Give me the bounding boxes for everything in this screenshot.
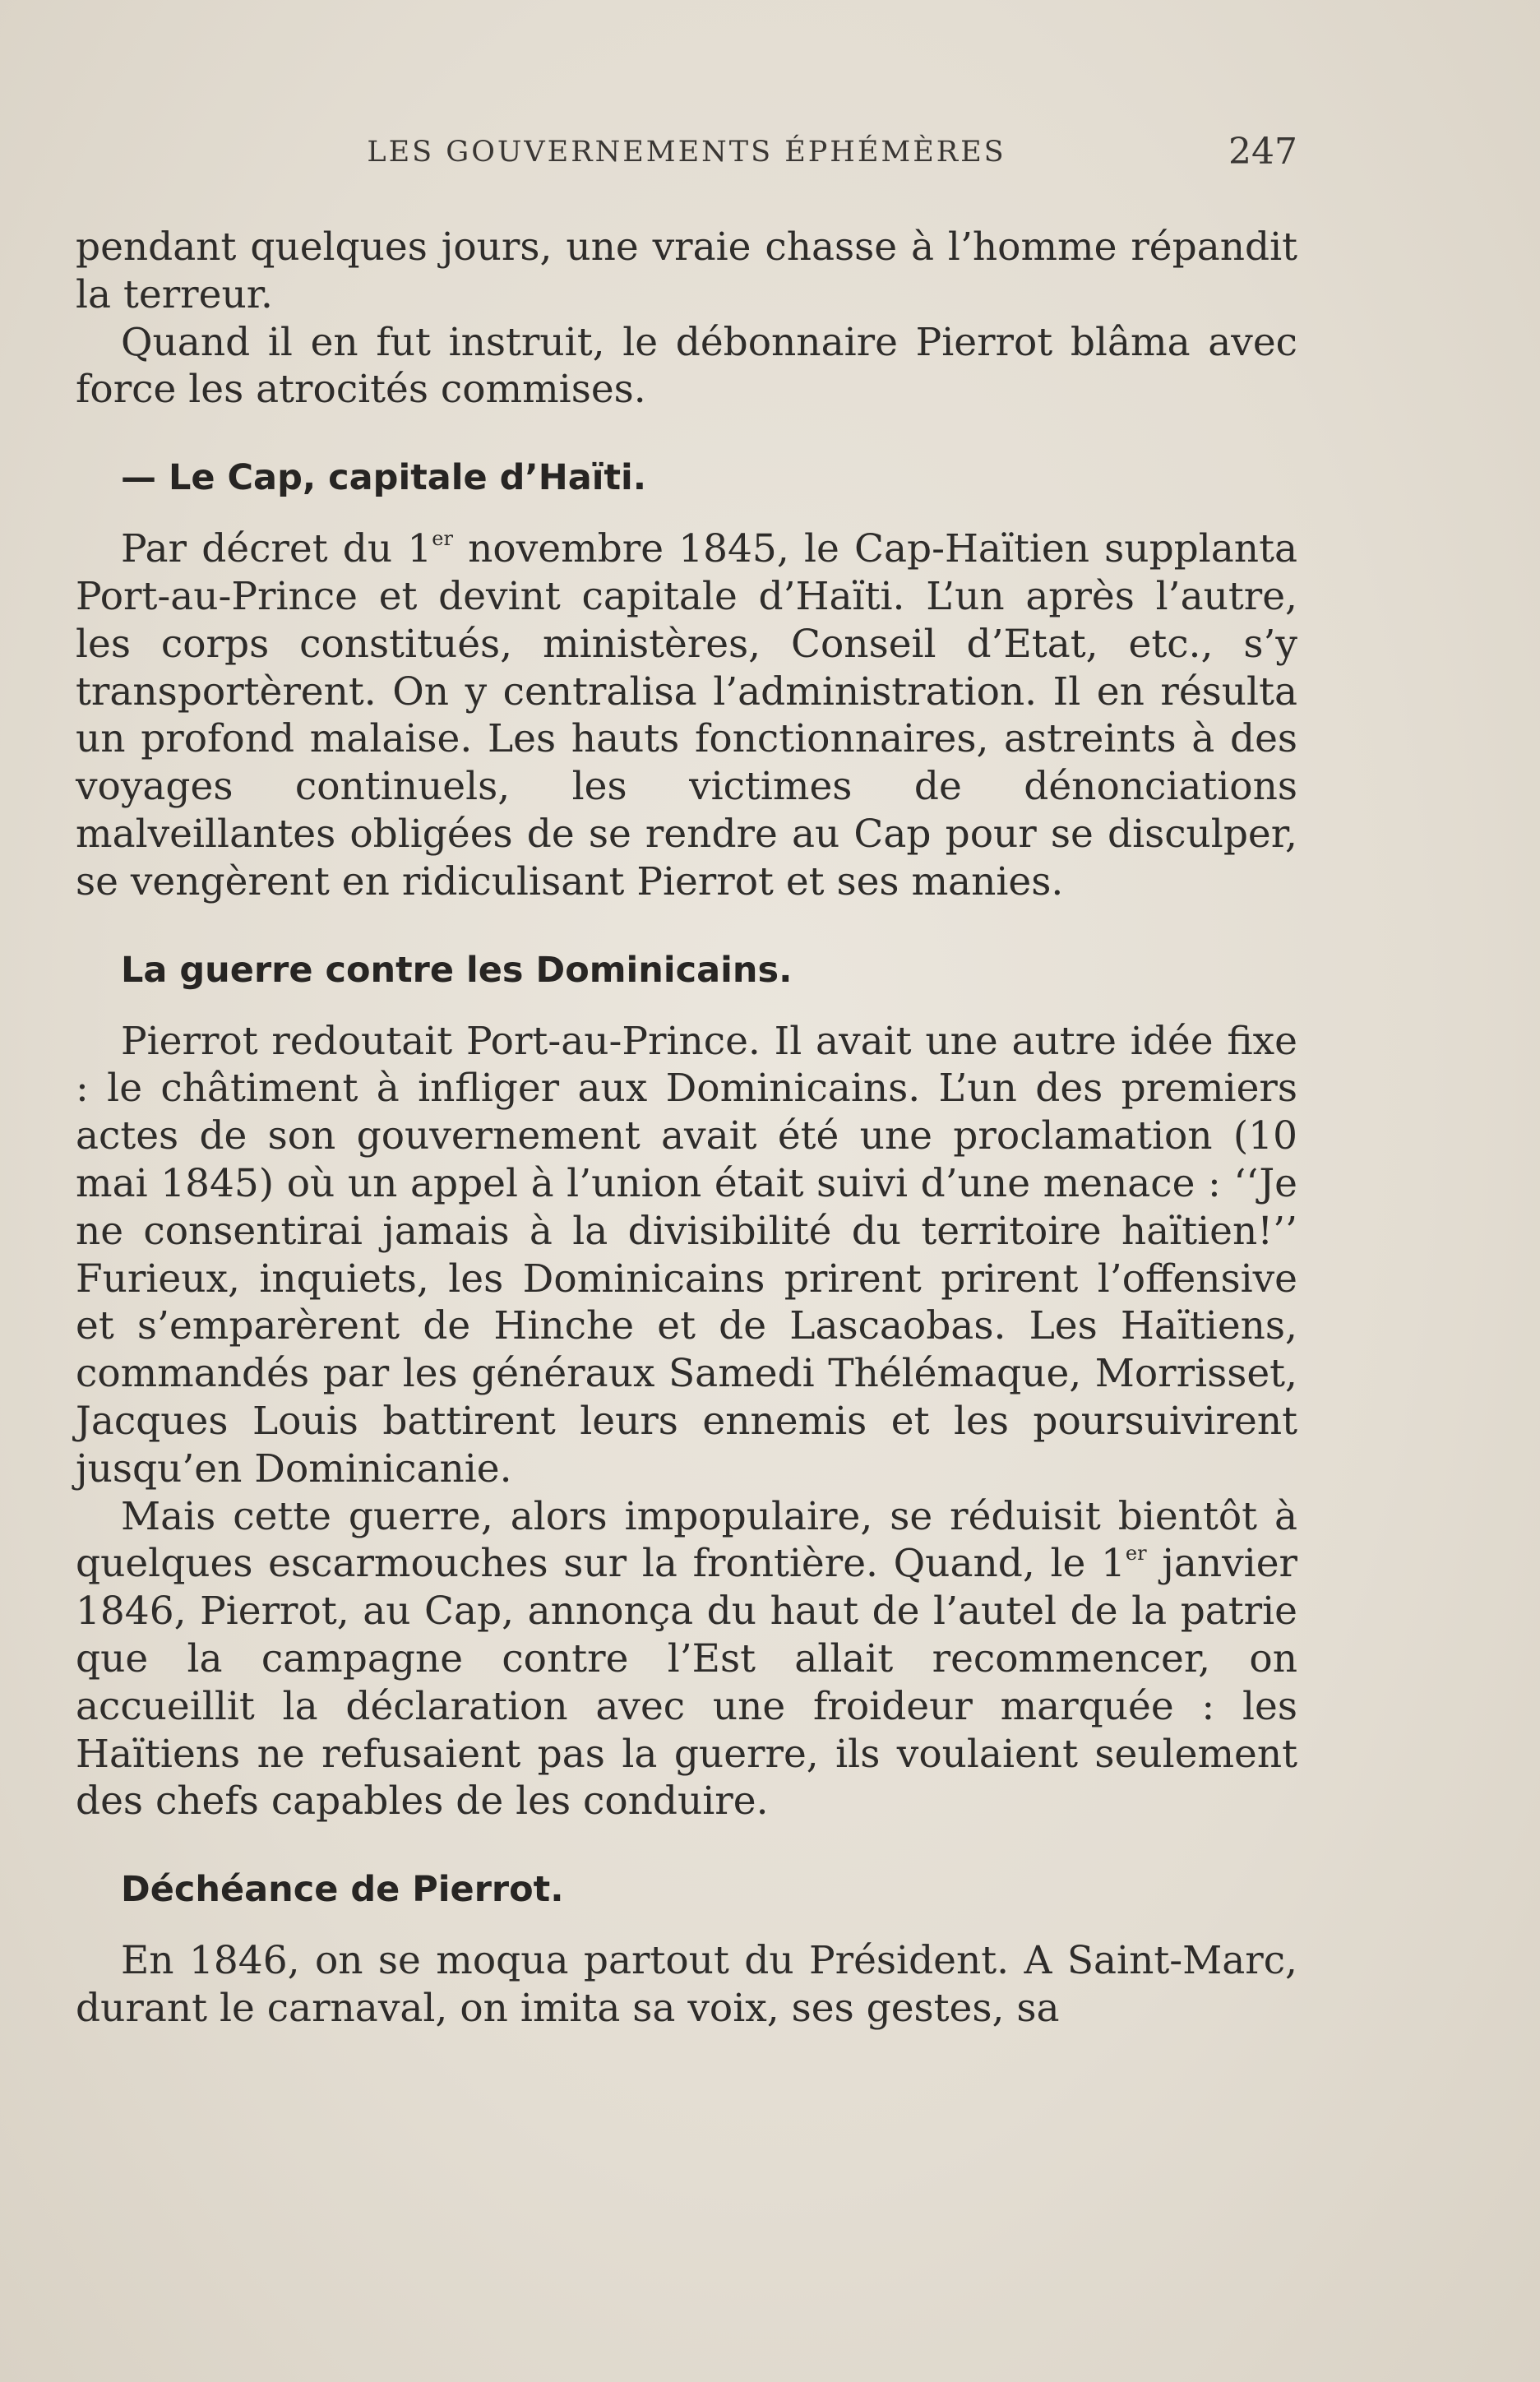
- paragraph-4: Pierrot redoutait Port-au-Prince. Il avait une autre idée fixe : le châtiment à infliger aux Dominicains. L’un des premiers actes de son gouvernement avait été une proclamation (10 mai 1845) où un appel à l’union était suivi d’une menace : ‘‘Je ne consentirai jamais à la divisibilité du territoire haïtien!’’ Furieux, inquiets, les Dominicains prirent prirent l’offensive et s’emparèrent de Hinche et de Lascaobas. Les Haïtiens, commandés par les généraux Samedi Thélémaque, Morrisset, Jacques Louis battirent leurs ennemis et les poursuivirent jusqu’en Dominicanie.: [76, 1018, 1297, 1492]
- ordinal-superscript: er: [432, 527, 453, 551]
- paragraph-2: Quand il en fut instruit, le débonnaire Pierrot blâma avec force les atrocités commises.: [76, 319, 1297, 413]
- paragraph-1: pendant quelques jours, une vraie chasse à l’homme répandit la terreur.: [76, 224, 1297, 317]
- paragraph-3: [76, 525, 1297, 905]
- paragraph-3-part-a: Par décret du 1: [121, 526, 432, 572]
- page-body: [76, 224, 1297, 2033]
- section-heading-cap: — Le Cap, capitale d’Haïti.: [121, 457, 647, 499]
- page-number: 247: [1228, 131, 1297, 173]
- running-title: LES GOUVERNEMENTS ÉPHÉMÈRES: [367, 136, 1006, 169]
- paragraph-5: [76, 1493, 1297, 1826]
- running-head: [76, 132, 1297, 173]
- section-heading-guerre: La guerre contre les Dominicains.: [121, 949, 793, 991]
- paragraph-6: En 1846, on se moqua partout du Président. A Saint-Marc, durant le carnaval, on imita sa voix, ses gestes, sa: [76, 1938, 1297, 2031]
- paragraph-3-part-b: novembre 1845, le Cap-Haïtien supplanta Port-au-Prince et devint capitale d’Haïti. L’un après l’autre, les corps constitués, ministères, Conseil d’Etat, etc., s’y transportèrent. On y centralisa l’administration. Il en résulta un profond malaise. Les hauts fonctionnaires, astreints à des voyages continuels, les victimes de dénonciations malveillantes obligées de se rendre au Cap pour se disculper, se vengèrent en ridiculisant Pierrot et ses manies.: [76, 526, 1297, 904]
- paragraph-5-part-a: Mais cette guerre, alors impopulaire, se réduisit bientôt à quelques escarmouches sur la frontière. Quand, le 1: [76, 1493, 1297, 1587]
- ordinal-superscript: er: [1125, 1542, 1147, 1566]
- paragraph-5-part-b: janvier 1846, Pierrot, au Cap, annonça du haut de l’autel de la patrie que la campagne contre l’Est allait recommencer, on accueillit la déclaration avec une froideur marquée : les Haïtiens ne refusaient pas la guerre, ils voulaient seulement des chefs capables de les conduire.: [76, 1541, 1297, 1825]
- section-heading-decheance: Déchéance de Pierrot.: [121, 1869, 564, 1911]
